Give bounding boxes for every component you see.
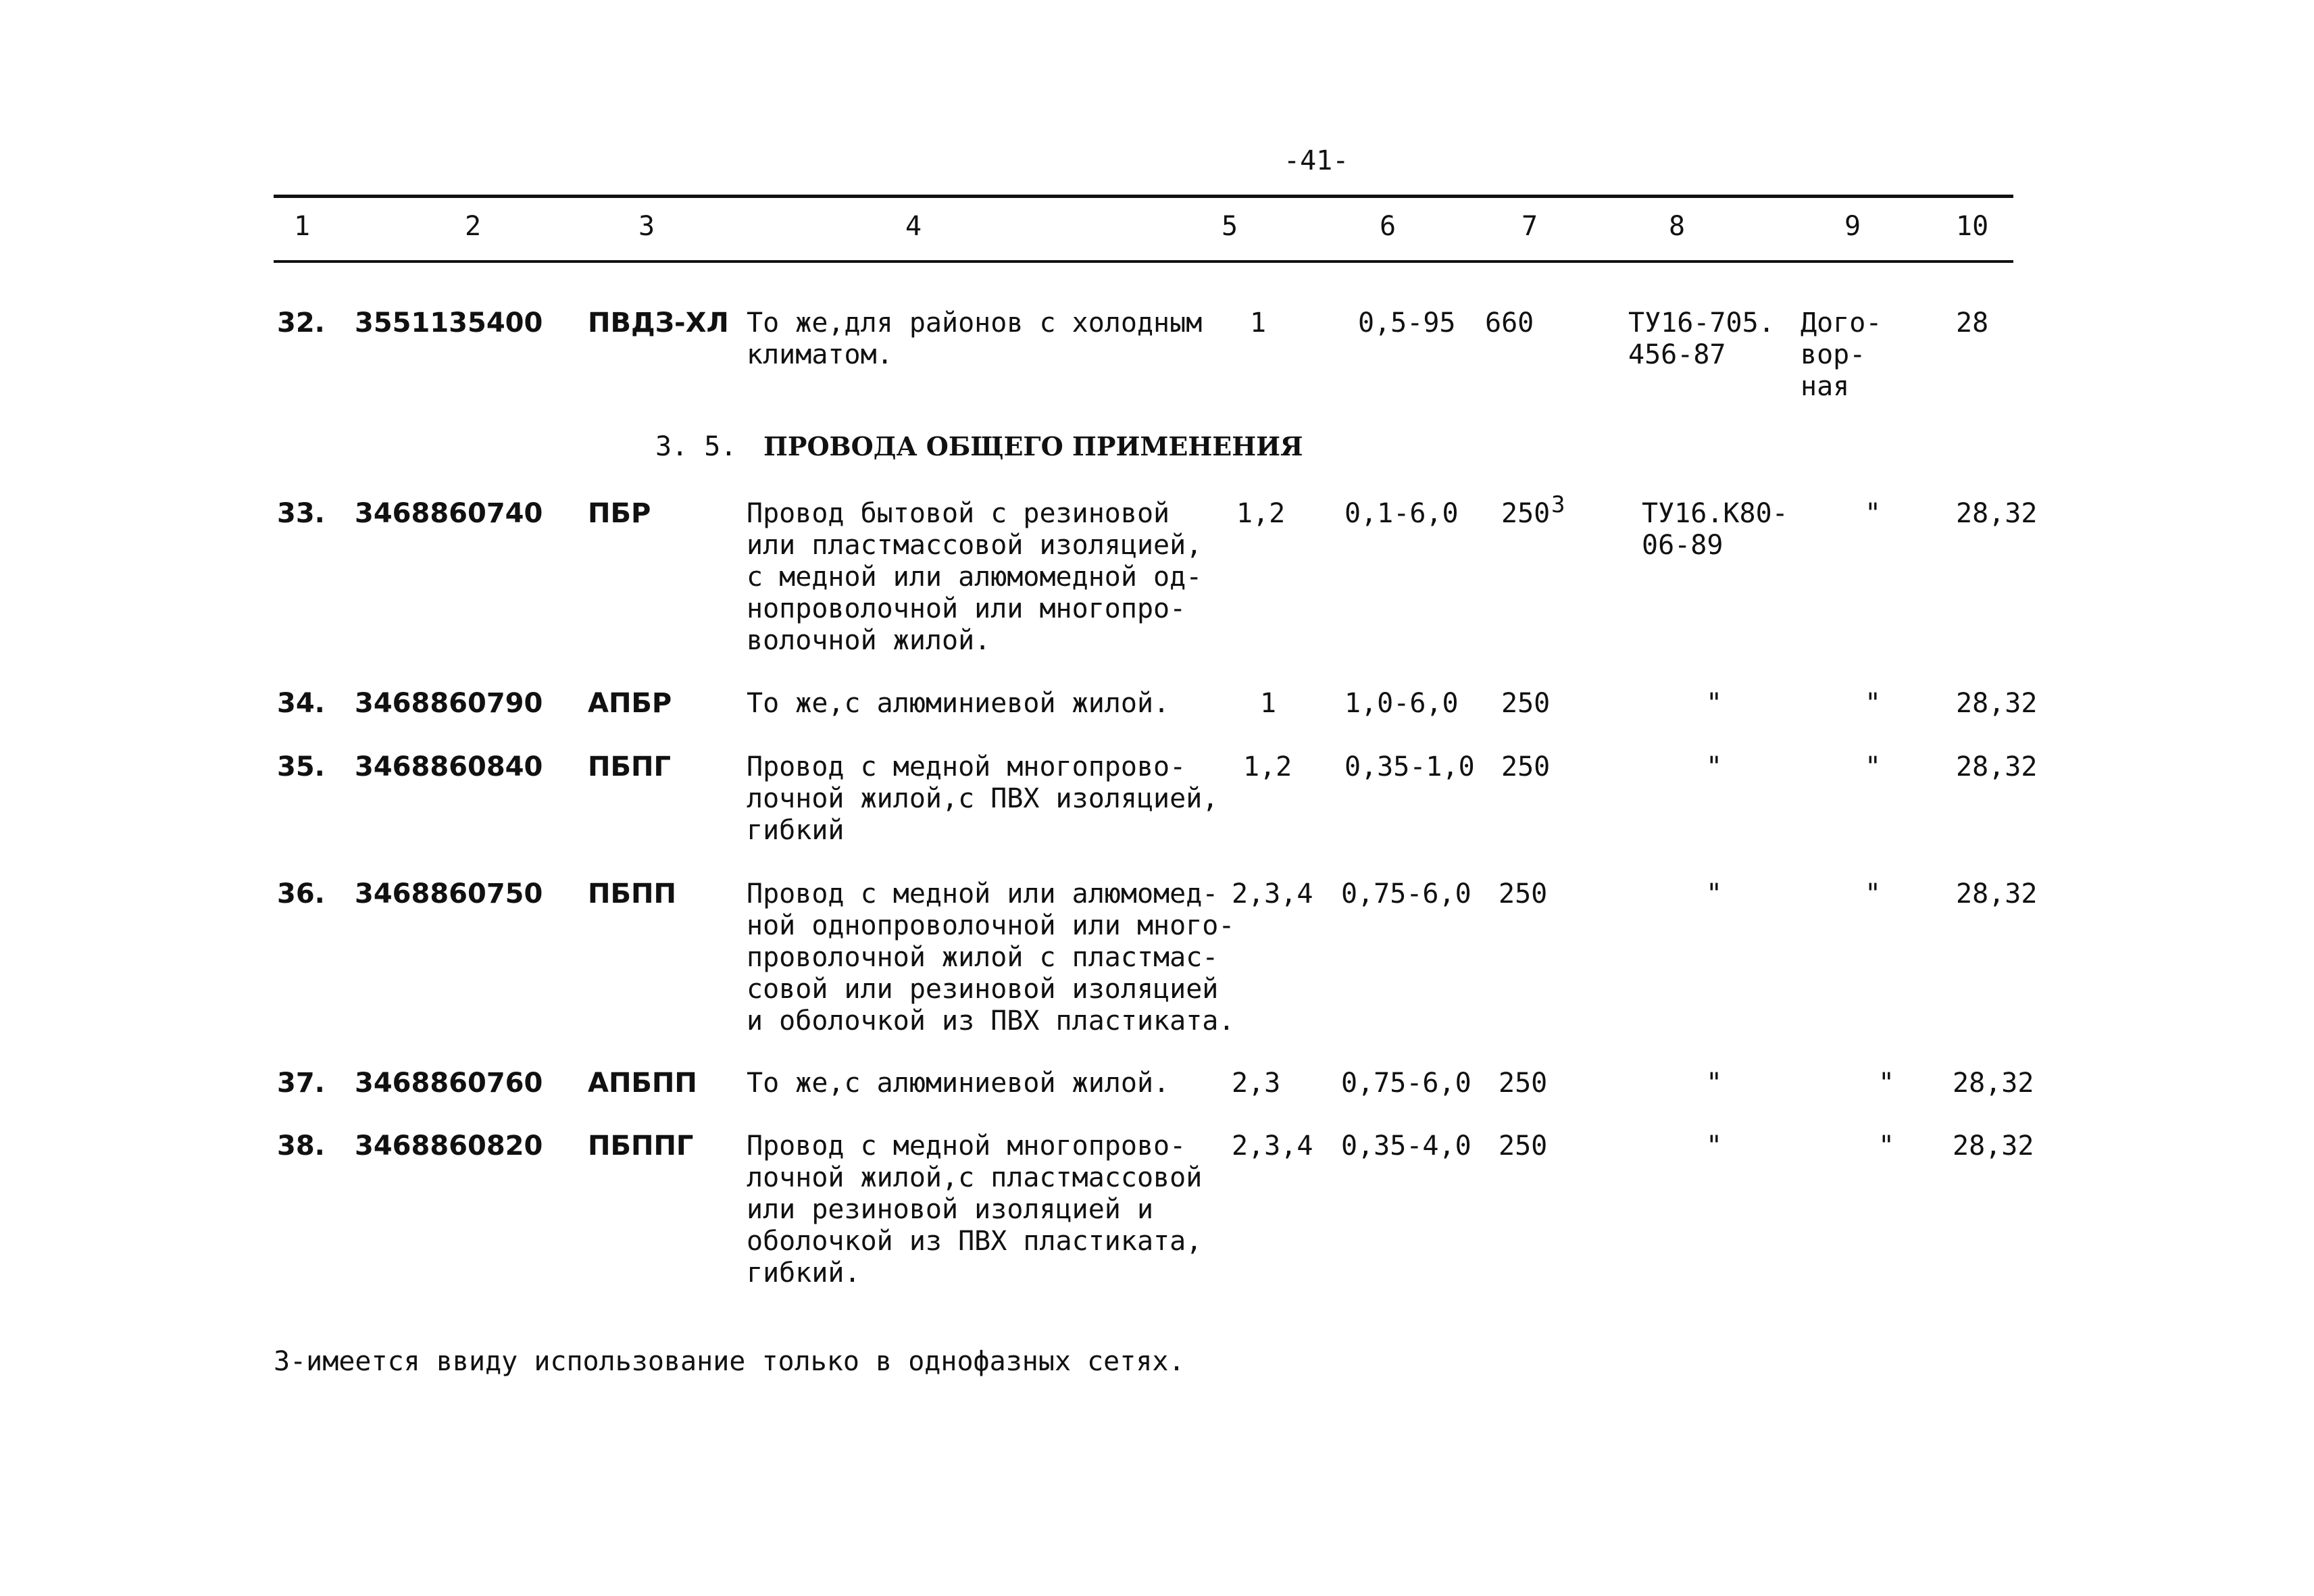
description: Провод с медной многопрово- лочной жилой,с ПВХ изоляцией, гибкий [747,751,1219,846]
col5-value: 1,2 [1236,498,1286,529]
description: То же,с алюминиевой жилой. [747,688,1170,719]
row-number: 36. [277,878,325,909]
description: Провод с медной или алюмомед- ной однопроволочной или много- проволочной жилой с пластмас- совой или резиновой изоляцией и оболочкой из ПВХ пластиката. [747,878,1235,1037]
section-number: 3. 5. [655,431,737,462]
col7-value: 250 [1499,1130,1548,1162]
product-code: 3468860740 [355,498,543,529]
col6-value: 0,75-6,0 [1341,878,1472,909]
col10-value: 28 [1956,307,1989,339]
col10-value: 28,32 [1956,878,2038,909]
row-number: 35. [277,751,325,782]
col8-value: ТУ16-705. 456-87 [1628,307,1775,370]
col8-value: ТУ16.К80- 06-89 [1642,498,1788,561]
footnote: З-имеется ввиду использование только в однофазных сетях. [274,1346,1185,1377]
col9-value: " [1865,498,1882,529]
wire-brand: ПБПГ [588,751,671,782]
col8-value: " [1706,1130,1723,1162]
col10-value: 28,32 [1956,498,2038,529]
col5-value: 1 [1260,688,1277,719]
col9-value: " [1878,1068,1895,1099]
col-header-9: 9 [1844,211,1861,242]
col-header-4: 4 [905,211,922,242]
col8-value: " [1706,1068,1723,1099]
col9-value: " [1865,688,1882,719]
description: Провод бытовой с резиновой или пластмассовой изоляцией, с медной или алюмомедной од- нопроволочной или многопро- волочной жилой. [747,498,1203,656]
col9-value: " [1878,1130,1895,1162]
col8-value: " [1706,878,1723,909]
col9-value: " [1865,878,1882,909]
page-number: -41- [1284,145,1349,176]
col5-value: 1,2 [1243,751,1292,782]
wire-brand: ПВДЗ-ХЛ [588,307,729,339]
description: То же,с алюминиевой жилой. [747,1068,1170,1099]
col5-value: 1 [1250,307,1267,339]
col-header-7: 7 [1521,211,1538,242]
row-number: 33. [277,498,325,529]
col9-value: Дого- вор- ная [1801,307,1882,402]
wire-brand: АПБР [588,688,672,719]
col-header-10: 10 [1956,211,1989,242]
wire-brand: ПБППГ [588,1130,694,1162]
col9-value: " [1865,751,1882,782]
wire-brand: АПБПП [588,1068,697,1099]
col-header-6: 6 [1380,211,1397,242]
col6-value: 1,0-6,0 [1344,688,1459,719]
col6-value: 0,35-4,0 [1341,1130,1472,1162]
product-code: 3468860760 [355,1068,543,1099]
product-code: 3551135400 [355,307,543,339]
row-number: 32. [277,307,325,339]
col10-value: 28,32 [1956,751,2038,782]
row-number: 37. [277,1068,325,1099]
row-number: 34. [277,688,325,719]
product-code: 3468860840 [355,751,543,782]
col7-value: 250 [1499,1068,1548,1099]
col7-value: 250 [1501,751,1551,782]
product-code: 3468860820 [355,1130,543,1162]
footnote-mark: З [1551,491,1565,518]
row-number: 38. [277,1130,325,1162]
col-header-1: 1 [294,211,311,242]
section-title: ПРОВОДА ОБЩЕГО ПРИМЕНЕНИЯ [763,431,1303,462]
description: Провод с медной многопрово- лочной жилой,с пластмассовой или резиновой изоляцией и оболочкой из ПВХ пластиката, гибкий. [747,1130,1203,1289]
col6-value: 0,35-1,0 [1344,751,1475,782]
col5-value: 2,3,4 [1232,878,1313,909]
col6-value: 0,1-6,0 [1344,498,1459,529]
wire-brand: ПБПП [588,878,676,909]
col7-value: 660 [1485,307,1534,339]
col7-value: 250 [1501,498,1551,529]
description: То же,для районов с холодным климатом. [747,307,1203,370]
col7-value: 250 [1501,688,1551,719]
col-header-3: 3 [638,211,655,242]
col6-value: 0,5-95 [1358,307,1456,339]
col10-value: 28,32 [1953,1068,2034,1099]
col7-value: 250 [1499,878,1548,909]
col10-value: 28,32 [1956,688,2038,719]
product-code: 3468860750 [355,878,543,909]
col-header-8: 8 [1669,211,1686,242]
col8-value: " [1706,688,1723,719]
col8-value: " [1706,751,1723,782]
col5-value: 2,3 [1232,1068,1281,1099]
col6-value: 0,75-6,0 [1341,1068,1472,1099]
table-top-rule [274,195,2013,198]
col-header-2: 2 [465,211,482,242]
product-code: 3468860790 [355,688,543,719]
table-header-rule [274,260,2013,263]
col5-value: 2,3,4 [1232,1130,1313,1162]
col10-value: 28,32 [1953,1130,2034,1162]
col-header-5: 5 [1222,211,1238,242]
wire-brand: ПБР [588,498,651,529]
